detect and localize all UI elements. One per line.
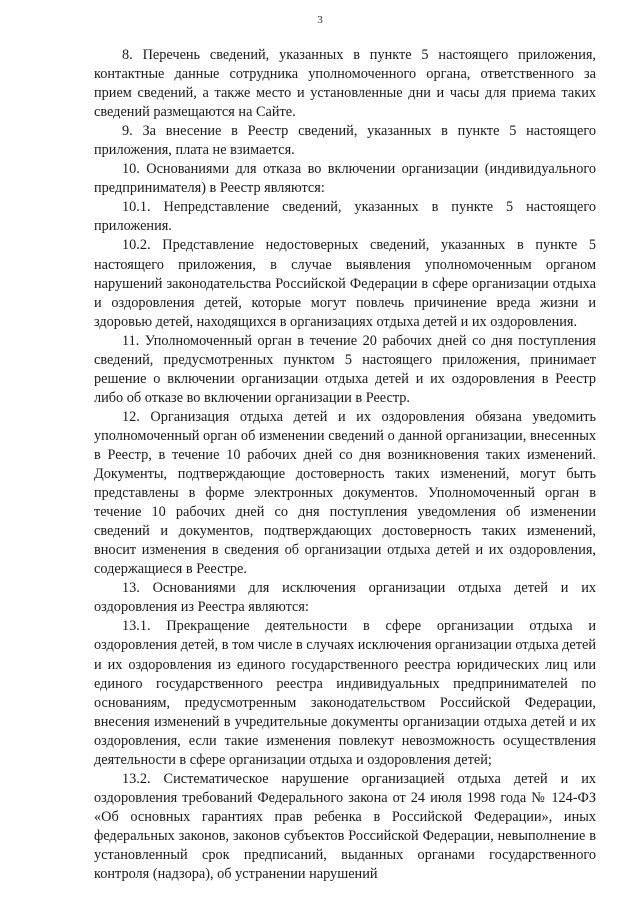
paragraph-13-2: 13.2. Систематическое нарушение организацией отдыха детей и их оздоровления требований Федерального закона от 24 июля 1998 года № 124-ФЗ «Об основных гарантиях прав ребенка в Российской Федерации», иных федеральных законов, законов субъектов Российской Федерации, невыполнение в установленный срок предписаний, выданных органами государственного контроля (надзора), об устранении нарушений xyxy=(94,770,596,883)
paragraph-12: 12. Организация отдыха детей и их оздоровления обязана уведомить уполномоченный орган об изменении сведений о данной организации, внесенных в Реестр, в течение 10 рабочих дней со дня возникновения таких изменений. Документы, подтверждающие достоверность таких изменений, могут быть представлены в форме электронных документов. Уполномоченный орган в течение 10 рабочих дней со дня поступления уведомления об изменении сведений и документов, подтверждающих достоверность таких изменений, вносит изменения в сведения об организации отдыха детей и их оздоровления, содержащиеся в Реестре. xyxy=(94,408,596,578)
paragraph-13: 13. Основаниями для исключения организации отдыха детей и их оздоровления из Реестра являются: xyxy=(94,580,596,616)
paragraph-13-1: 13.1. Прекращение деятельности в сфере организации отдыха и оздоровления детей, в том числе в случаях исключения организации отдыха детей и их оздоровления из единого государственного реестра юридических лиц или единого государственного реестра индивидуальных предпринимателей по основаниям, предусмотренным законодательством Российской Федерации, внесения изменений в учредительные документы организации отдыха детей и их оздоровления, если такие изменения повлекут невозможность осуществления деятельности в сфере организации отдыха и оздоровления детей; xyxy=(94,618,596,768)
document-body xyxy=(94,46,596,884)
page-number: 3 xyxy=(317,14,323,26)
paragraph-8: 8. Перечень сведений, указанных в пункте 5 настоящего приложения, контактные данные сотрудника уполномоченного органа, ответственного за прием сведений, а также место и установленные дни и часы для приема таких сведений размещаются на Сайте. xyxy=(94,47,596,121)
paragraph-11: 11. Уполномоченный орган в течение 20 рабочих дней со дня поступления сведений, предусмотренных пунктом 5 настоящего приложения, принимает решение о включении организации отдыха детей и их оздоровления в Реестр либо об отказе во включении организации в Реестр. xyxy=(94,332,596,406)
paragraph-9: 9. За внесение в Реестр сведений, указанных в пункте 5 настоящего приложения, плата не взимается. xyxy=(94,123,596,159)
paragraph-10-2: 10.2. Представление недостоверных сведений, указанных в пункте 5 настоящего приложения, в случае выявления уполномоченным органом нарушений законодательства Российской Федерации в сфере организации отдыха и оздоровления детей, которые могут повлечь причинение вреда жизни и здоровью детей, находящихся в организациях отдыха детей и их оздоровления. xyxy=(94,237,596,330)
paragraph-10-1: 10.1. Непредставление сведений, указанных в пункте 5 настоящего приложения. xyxy=(94,199,596,235)
paragraph-10: 10. Основаниями для отказа во включении организации (индивидуального предпринимателя) в Реестр являются: xyxy=(94,161,596,197)
